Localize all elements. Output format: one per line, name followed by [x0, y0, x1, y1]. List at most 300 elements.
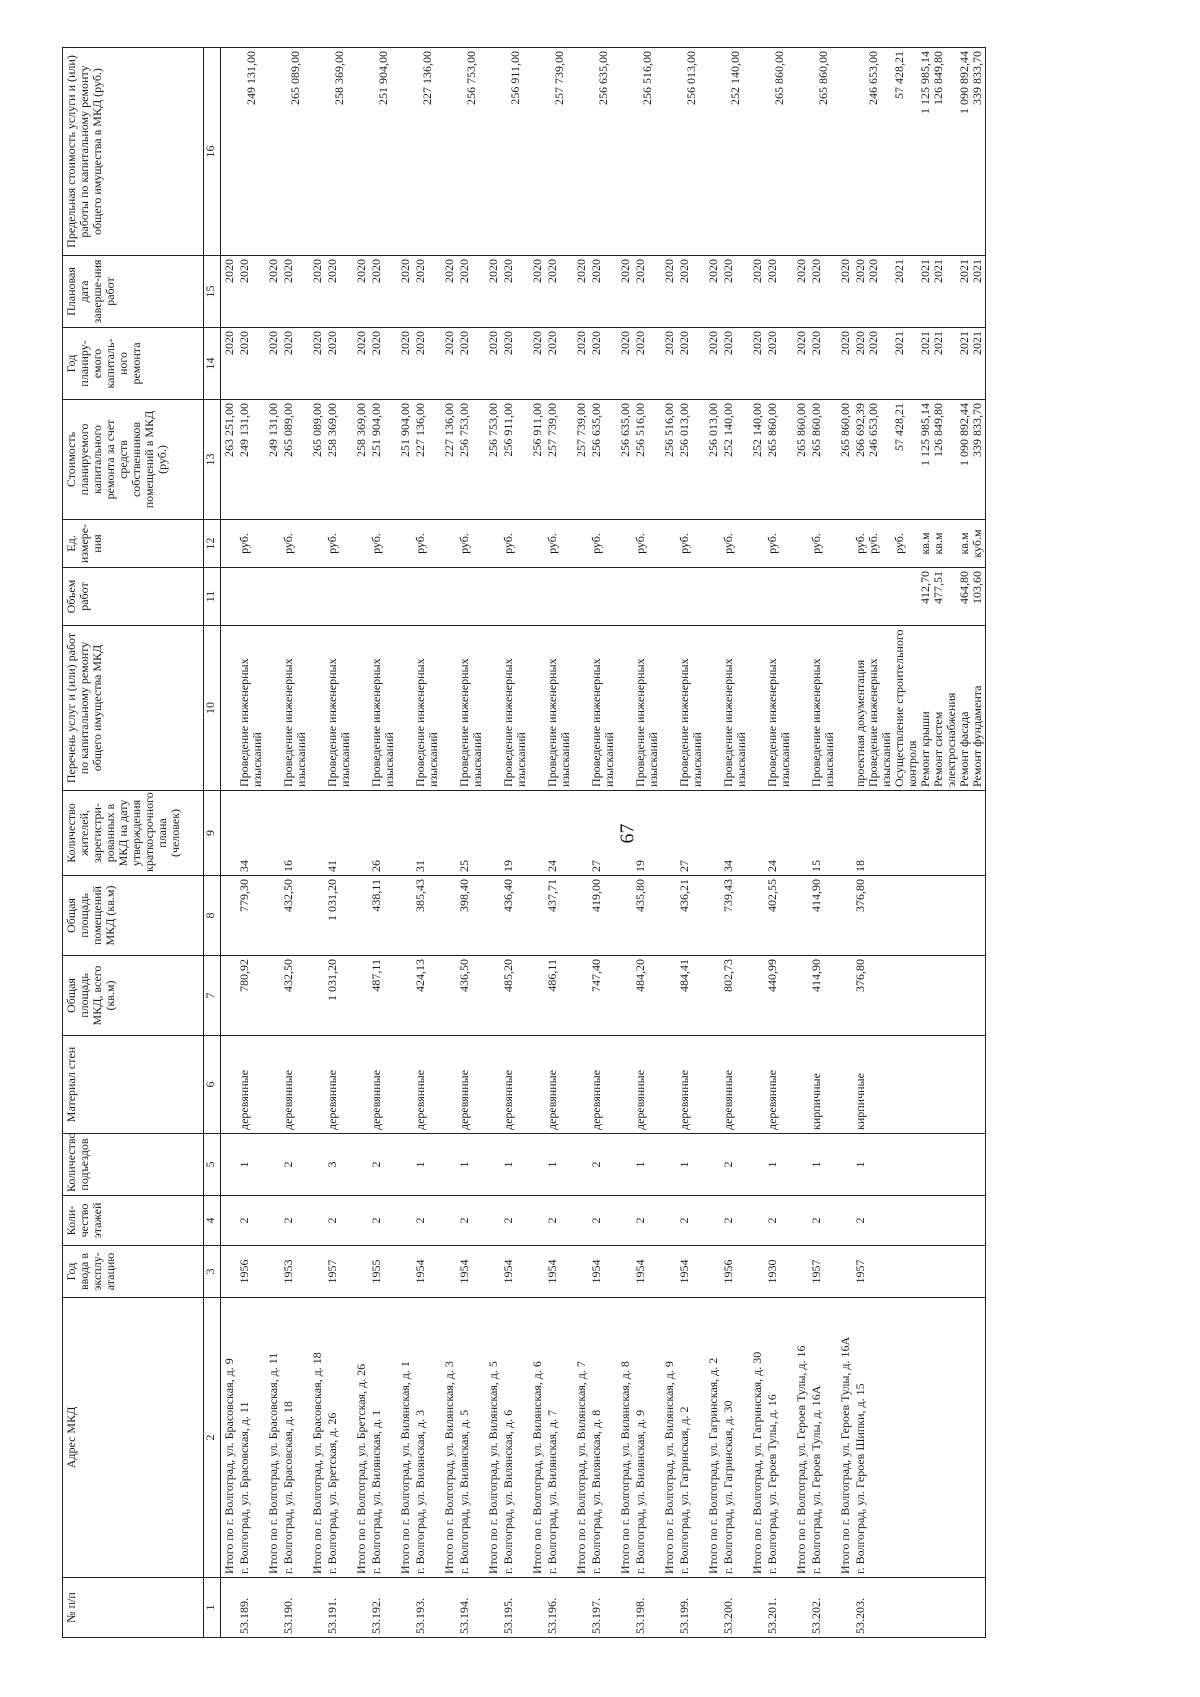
cell-c14: 2020	[545, 328, 573, 400]
total-floors	[265, 1196, 281, 1246]
total-volume	[793, 568, 809, 626]
total-unit	[485, 520, 501, 568]
cell-area_total: 484,20	[633, 956, 661, 1036]
column-header: Количество жителей, зарегистри-рованных в МКД на дату утверждения краткосрочного плана (человек)	[63, 791, 204, 876]
cell-volume	[325, 568, 353, 626]
work-line-c15: 2020	[853, 259, 867, 283]
cell-c13-list	[853, 400, 986, 520]
cell-c16: 227 136,00	[413, 48, 441, 256]
total-address: Итого по г. Волгоград, ул. Брасовская, д. 18	[309, 1298, 325, 1578]
cell-works: Проведение инженерных изысканий	[721, 626, 749, 791]
cell-entrances: 1	[809, 1134, 837, 1196]
total-works	[309, 626, 325, 791]
total-area_rooms	[441, 876, 457, 956]
work-line-c14: 2020	[866, 331, 880, 355]
cell-address: г. Волгоград, ул. Гагринская, д. 2	[677, 1298, 705, 1578]
total-works	[441, 626, 457, 791]
total-c15: 2020	[705, 256, 721, 328]
work-line-work: Ремонт систем электроснабжения	[931, 692, 958, 787]
work-line-c16: 1 125 985,14	[918, 51, 932, 114]
total-c15: 2020	[661, 256, 677, 328]
cell-c14: 2020	[633, 328, 661, 400]
cell-c14: 2020	[325, 328, 353, 400]
table-row	[237, 48, 265, 1638]
cell-residents: 34	[721, 791, 749, 876]
total-c13: 265 860,00	[793, 400, 809, 520]
cell-walls: деревянные	[413, 1036, 441, 1134]
total-residents	[485, 791, 501, 876]
total-volume	[485, 568, 501, 626]
total-unit	[265, 520, 281, 568]
cell-unit: руб.	[809, 520, 837, 568]
table-body	[221, 48, 986, 1638]
total-address: Итого по г. Волгоград, ул. Гагринская, д. 30	[749, 1298, 765, 1578]
total-volume	[705, 568, 721, 626]
column-number: 3	[204, 1246, 221, 1298]
cell-entrances: 2	[721, 1134, 749, 1196]
cell-c13: 256 516,00	[633, 400, 661, 520]
work-line-c15: 2021	[931, 259, 945, 283]
cell-address: г. Волгоград, ул. Гагринская, д. 30	[721, 1298, 749, 1578]
total-address: Итого по г. Волгоград, ул. Героев Тулы, д. 16А	[837, 1298, 853, 1578]
total-c13: 256 753,00	[485, 400, 501, 520]
total-c16	[837, 48, 853, 256]
cell-volume	[633, 568, 661, 626]
total-residents	[573, 791, 589, 876]
total-c14: 2020	[573, 328, 589, 400]
total-c13: 227 136,00	[441, 400, 457, 520]
total-residents	[749, 791, 765, 876]
cell-floors: 2	[325, 1196, 353, 1246]
total-works	[793, 626, 809, 791]
cell-no: 53.200.	[721, 1578, 749, 1638]
total-volume	[529, 568, 545, 626]
cell-entrances: 1	[545, 1134, 573, 1196]
total-c16	[441, 48, 457, 256]
total-row	[309, 48, 325, 1638]
total-year	[397, 1246, 413, 1298]
table-header-row	[63, 48, 204, 1638]
total-c15: 2020	[309, 256, 325, 328]
cell-c15: 2020	[369, 256, 397, 328]
cell-year: 1955	[369, 1246, 397, 1298]
cell-area_rooms: 385,43	[413, 876, 441, 956]
work-line-c15: 2021	[892, 259, 906, 283]
total-c15: 2020	[353, 256, 369, 328]
cell-floors: 2	[809, 1196, 837, 1246]
cell-c14-list	[853, 328, 986, 400]
cell-walls: деревянные	[589, 1036, 617, 1134]
column-header: Коли-чество этажей	[63, 1196, 204, 1246]
work-line-c14: 2021	[957, 331, 971, 355]
total-year	[573, 1246, 589, 1298]
total-area_rooms	[661, 876, 677, 956]
cell-floors: 2	[677, 1196, 705, 1246]
cell-floors: 2	[765, 1196, 793, 1246]
cell-area_rooms: 436,40	[501, 876, 529, 956]
cell-address: г. Волгоград, ул. Вилянская, д. 6	[501, 1298, 529, 1578]
total-residents	[353, 791, 369, 876]
total-c14: 2020	[441, 328, 457, 400]
work-line-c15: 2021	[957, 259, 971, 283]
total-unit	[661, 520, 677, 568]
total-entrances	[265, 1134, 281, 1196]
cell-residents: 27	[589, 791, 617, 876]
total-row	[353, 48, 369, 1638]
total-c14: 2020	[353, 328, 369, 400]
cell-entrances: 2	[589, 1134, 617, 1196]
cell-year: 1957	[853, 1246, 986, 1298]
work-line-c13: 246 653,00	[866, 403, 880, 457]
total-c16	[221, 48, 238, 256]
total-area_rooms	[221, 876, 238, 956]
cell-walls: деревянные	[545, 1036, 573, 1134]
cell-volume	[281, 568, 309, 626]
total-volume	[573, 568, 589, 626]
total-unit	[353, 520, 369, 568]
work-line-volume: 412,70	[918, 571, 932, 604]
total-area_total	[661, 956, 677, 1036]
total-c13: 256 516,00	[661, 400, 677, 520]
total-c14: 2020	[265, 328, 281, 400]
column-number: 7	[204, 956, 221, 1036]
table-row	[501, 48, 529, 1638]
column-header: Материал стен	[63, 1036, 204, 1134]
total-works	[661, 626, 677, 791]
total-walls	[837, 1036, 853, 1134]
cell-unit: руб.	[765, 520, 793, 568]
total-area_total	[309, 956, 325, 1036]
total-area_rooms	[529, 876, 545, 956]
total-row	[749, 48, 765, 1638]
cell-volume	[369, 568, 397, 626]
cell-works: Проведение инженерных изысканий	[545, 626, 573, 791]
cell-unit: руб.	[457, 520, 485, 568]
total-area_total	[529, 956, 545, 1036]
cell-c15: 2020	[325, 256, 353, 328]
cell-area_total: 487,11	[369, 956, 397, 1036]
cell-c14: 2020	[809, 328, 837, 400]
total-unit	[221, 520, 238, 568]
total-area_rooms	[309, 876, 325, 956]
cell-area_total: 780,92	[237, 956, 265, 1036]
total-row	[485, 48, 501, 1638]
total-row	[441, 48, 457, 1638]
cell-year: 1953	[281, 1246, 309, 1298]
total-residents	[441, 791, 457, 876]
total-year	[485, 1246, 501, 1298]
cell-area_rooms: 419,00	[589, 876, 617, 956]
cell-c15: 2020	[809, 256, 837, 328]
cell-address: г. Волгоград, ул. Вилянская, д. 9	[633, 1298, 661, 1578]
total-residents	[661, 791, 677, 876]
cell-year: 1956	[721, 1246, 749, 1298]
cell-c15: 2020	[677, 256, 705, 328]
column-header: Общая площадь МКД, всего (кв.м)	[63, 956, 204, 1036]
total-row	[793, 48, 809, 1638]
total-c16	[661, 48, 677, 256]
total-c14: 2020	[793, 328, 809, 400]
total-unit	[793, 520, 809, 568]
total-c13: 256 911,00	[529, 400, 545, 520]
total-address: Итого по г. Волгоград, ул. Вилянская, д. 1	[397, 1298, 413, 1578]
total-year	[529, 1246, 545, 1298]
total-entrances	[441, 1134, 457, 1196]
cell-c13: 265 089,00	[281, 400, 309, 520]
cell-c13: 265 860,00	[809, 400, 837, 520]
cell-year: 1957	[809, 1246, 837, 1298]
total-area_total	[265, 956, 281, 1036]
cell-floors: 2	[853, 1196, 986, 1246]
cell-entrances: 2	[281, 1134, 309, 1196]
cell-c15: 2020	[545, 256, 573, 328]
total-residents	[309, 791, 325, 876]
total-c16	[793, 48, 809, 256]
total-c16	[573, 48, 589, 256]
cell-unit: руб.	[325, 520, 353, 568]
cell-c16: 265 860,00	[809, 48, 837, 256]
cell-c16: 256 013,00	[677, 48, 705, 256]
total-address: Итого по г. Волгоград, ул. Вилянская, д. 7	[573, 1298, 589, 1578]
cell-c16: 256 911,00	[501, 48, 529, 256]
total-address: Итого по г. Волгоград, ул. Бретская, д. 26	[353, 1298, 369, 1578]
cell-c13: 256 753,00	[457, 400, 485, 520]
table-row	[853, 48, 986, 1638]
work-line-work: Ремонт фундамента	[970, 685, 984, 787]
total-year	[661, 1246, 677, 1298]
cell-walls: деревянные	[369, 1036, 397, 1134]
cell-entrances: 1	[765, 1134, 793, 1196]
cell-c14: 2020	[721, 328, 749, 400]
cell-c15: 2020	[501, 256, 529, 328]
cell-works: Проведение инженерных изысканий	[765, 626, 793, 791]
total-walls	[617, 1036, 633, 1134]
total-floors	[353, 1196, 369, 1246]
cell-residents: 19	[501, 791, 529, 876]
total-c15: 2020	[749, 256, 765, 328]
total-area_total	[837, 956, 853, 1036]
cell-year: 1954	[457, 1246, 485, 1298]
cell-c15: 2020	[281, 256, 309, 328]
total-walls	[661, 1036, 677, 1134]
total-no	[309, 1578, 325, 1638]
cell-c15: 2020	[413, 256, 441, 328]
work-line-unit: руб.	[853, 533, 867, 554]
column-header: Год планиру-емого капиталь-ного ремонта	[63, 328, 204, 400]
table-row	[457, 48, 485, 1638]
cell-entrances: 3	[325, 1134, 353, 1196]
cell-entrances: 1	[501, 1134, 529, 1196]
cell-no: 53.197.	[589, 1578, 617, 1638]
total-row	[265, 48, 281, 1638]
total-c14: 2020	[705, 328, 721, 400]
total-c15: 2020	[485, 256, 501, 328]
cell-floors: 2	[369, 1196, 397, 1246]
cell-residents: 26	[369, 791, 397, 876]
total-c14: 2020	[221, 328, 238, 400]
table-row	[589, 48, 617, 1638]
cell-c16: 265 860,00	[765, 48, 793, 256]
work-line-unit: кв.м	[957, 532, 971, 555]
total-works	[837, 626, 853, 791]
cell-c13: 258 369,00	[325, 400, 353, 520]
cell-floors: 2	[457, 1196, 485, 1246]
total-walls	[573, 1036, 589, 1134]
total-c15: 2020	[221, 256, 238, 328]
cell-floors: 2	[633, 1196, 661, 1246]
total-walls	[529, 1036, 545, 1134]
total-address: Итого по г. Волгоград, ул. Брасовская, д. 11	[265, 1298, 281, 1578]
cell-volume	[765, 568, 793, 626]
total-c14: 2020	[397, 328, 413, 400]
cell-unit: руб.	[633, 520, 661, 568]
total-works	[617, 626, 633, 791]
cell-volume	[237, 568, 265, 626]
total-works	[485, 626, 501, 791]
cell-residents: 34	[237, 791, 265, 876]
total-entrances	[617, 1134, 633, 1196]
total-floors	[837, 1196, 853, 1246]
work-line-c16: 126 849,80	[931, 51, 945, 105]
table-row	[721, 48, 749, 1638]
cell-c16: 256 516,00	[633, 48, 661, 256]
total-c16	[749, 48, 765, 256]
cell-entrances: 1	[457, 1134, 485, 1196]
cell-volume	[545, 568, 573, 626]
total-residents	[221, 791, 238, 876]
total-c14: 2020	[617, 328, 633, 400]
cell-area_total: 432,50	[281, 956, 309, 1036]
cell-c15: 2020	[633, 256, 661, 328]
column-number: 1	[204, 1578, 221, 1638]
total-year	[353, 1246, 369, 1298]
cell-c13: 256 013,00	[677, 400, 705, 520]
column-number-row	[204, 48, 221, 1638]
cell-walls: деревянные	[633, 1036, 661, 1134]
table-row	[633, 48, 661, 1638]
total-volume	[837, 568, 853, 626]
cell-c16: 252 140,00	[721, 48, 749, 256]
work-line-c13: 266 692,39	[853, 403, 867, 457]
total-address: Итого по г. Волгоград, ул. Вилянская, д. 9	[661, 1298, 677, 1578]
cell-address: г. Волгоград, ул. Брасовская, д. 11	[237, 1298, 265, 1578]
cell-year: 1930	[765, 1246, 793, 1298]
total-no	[661, 1578, 677, 1638]
cell-residents: 27	[677, 791, 705, 876]
total-c13: 263 251,00	[221, 400, 238, 520]
cell-residents: 19	[633, 791, 661, 876]
cell-floors: 2	[589, 1196, 617, 1246]
table-row	[369, 48, 397, 1638]
total-works	[353, 626, 369, 791]
total-works	[749, 626, 765, 791]
cell-address: г. Волгоград, ул. Героев Шипки, д. 15	[853, 1298, 986, 1578]
total-walls	[705, 1036, 721, 1134]
cell-area_rooms: 739,43	[721, 876, 749, 956]
cell-works: Проведение инженерных изысканий	[281, 626, 309, 791]
cell-entrances: 1	[853, 1134, 986, 1196]
total-entrances	[485, 1134, 501, 1196]
total-entrances	[221, 1134, 238, 1196]
cell-area_rooms: 438,11	[369, 876, 397, 956]
column-number: 8	[204, 876, 221, 956]
total-area_total	[353, 956, 369, 1036]
total-area_total	[573, 956, 589, 1036]
total-c13: 265 089,00	[309, 400, 325, 520]
table-row	[765, 48, 793, 1638]
total-volume	[397, 568, 413, 626]
cell-address: г. Волгоград, ул. Вилянская, д. 3	[413, 1298, 441, 1578]
total-unit	[705, 520, 721, 568]
total-c13: 265 860,00	[837, 400, 853, 520]
cell-year: 1954	[589, 1246, 617, 1298]
cell-residents: 24	[765, 791, 793, 876]
cell-walls: деревянные	[281, 1036, 309, 1134]
total-area_rooms	[265, 876, 281, 956]
cell-c16: 257 739,00	[545, 48, 573, 256]
total-floors	[749, 1196, 765, 1246]
cell-unit: руб.	[237, 520, 265, 568]
cell-no: 53.201.	[765, 1578, 793, 1638]
cell-c13: 251 904,00	[369, 400, 397, 520]
cell-c14: 2020	[237, 328, 265, 400]
cell-residents: 16	[281, 791, 309, 876]
total-walls	[749, 1036, 765, 1134]
table-row	[545, 48, 573, 1638]
cell-walls: деревянные	[325, 1036, 353, 1134]
cell-work-list	[853, 626, 986, 791]
total-no	[397, 1578, 413, 1638]
total-area_rooms	[793, 876, 809, 956]
cell-no: 53.203.	[853, 1578, 986, 1638]
cell-area_total: 414,90	[809, 956, 837, 1036]
total-entrances	[529, 1134, 545, 1196]
total-no	[793, 1578, 809, 1638]
total-row	[617, 48, 633, 1638]
cell-no: 53.195.	[501, 1578, 529, 1638]
cell-area_total: 1 031,20	[325, 956, 353, 1036]
total-c13: 251 904,00	[397, 400, 413, 520]
cell-c13: 227 136,00	[413, 400, 441, 520]
column-header: Год ввода в эксплу-атацию	[63, 1246, 204, 1298]
cell-no: 53.190.	[281, 1578, 309, 1638]
total-works	[573, 626, 589, 791]
total-area_total	[705, 956, 721, 1036]
work-line-work: Ремонт фасада	[957, 711, 971, 787]
cell-area_rooms: 414,90	[809, 876, 837, 956]
total-no	[705, 1578, 721, 1638]
total-walls	[221, 1036, 238, 1134]
total-volume	[441, 568, 457, 626]
work-line-c15: 2020	[866, 259, 880, 283]
work-line-c16: 339 833,70	[970, 51, 984, 105]
cell-floors: 2	[501, 1196, 529, 1246]
cell-residents: 41	[325, 791, 353, 876]
cell-floors: 2	[413, 1196, 441, 1246]
column-header: Плановая дата заверше-ния работ	[63, 256, 204, 328]
column-header: Стоимость планируемого капитального ремонта за счет средств собственников помещений в МКД (руб.)	[63, 400, 204, 520]
work-line-unit: руб.	[866, 533, 880, 554]
total-area_total	[749, 956, 765, 1036]
total-no	[353, 1578, 369, 1638]
column-header: Общая площадь помещений МКД (кв.м)	[63, 876, 204, 956]
work-line-volume: 103,60	[970, 571, 984, 604]
cell-area_rooms: 779,30	[237, 876, 265, 956]
total-volume	[749, 568, 765, 626]
total-floors	[705, 1196, 721, 1246]
cell-c14: 2020	[765, 328, 793, 400]
total-works	[265, 626, 281, 791]
